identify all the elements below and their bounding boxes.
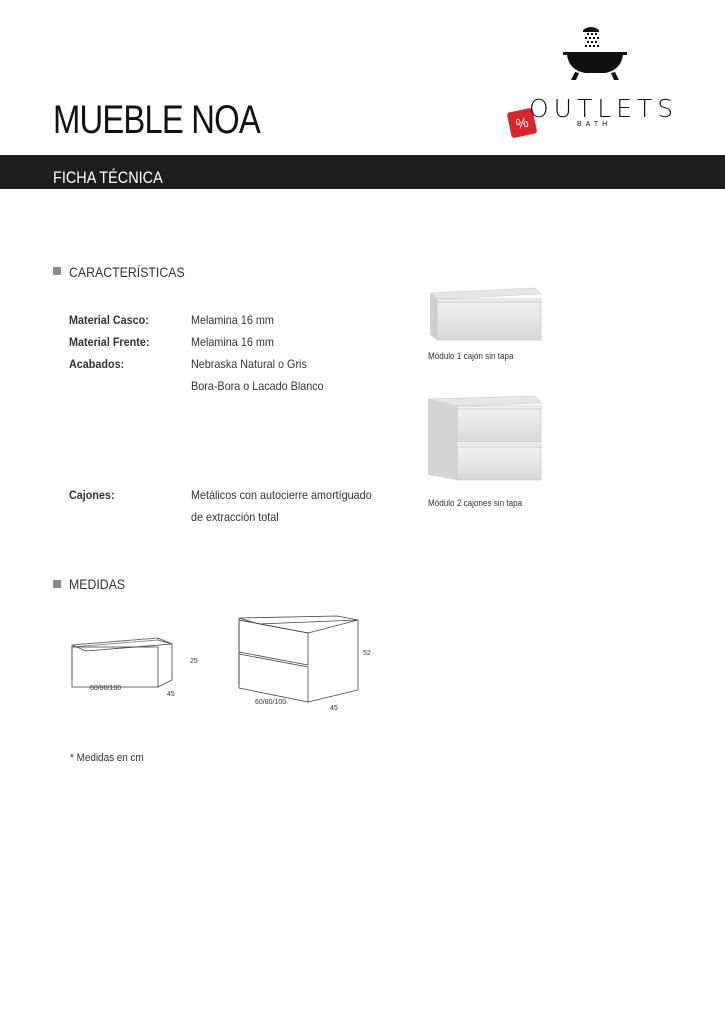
product-image-1-drawer <box>425 285 545 345</box>
dim-depth: 45 <box>167 691 175 698</box>
badge-label: % <box>514 113 530 133</box>
image-caption: Módulo 1 cajón sin tapa <box>428 351 514 361</box>
section-bullet <box>53 580 61 588</box>
logo-sub: BATH <box>577 121 612 128</box>
spec-value-cont: de extracción total <box>191 510 279 524</box>
spec-label: Material Frente: <box>69 335 150 349</box>
spec-value: Metálicos con autocierre amortíguado <box>191 488 372 502</box>
image-caption: Módulo 2 cajones sin tapa <box>428 498 523 508</box>
spec-label: Acabados: <box>69 357 125 371</box>
spec-label: Cajones: <box>69 488 115 502</box>
dimension-diagram-1 <box>60 630 210 700</box>
page-title: MUEBLE NOA <box>53 98 260 142</box>
spec-label: Material Casco: <box>69 313 149 327</box>
dim-depth: 45 <box>330 705 338 712</box>
dim-height: 52 <box>363 650 371 657</box>
dim-width: 60/80/100 <box>90 685 122 692</box>
dimension-diagram-2 <box>230 610 380 720</box>
dim-height: 25 <box>190 658 198 665</box>
logo-name: OUTLETS <box>529 94 679 123</box>
band-title: FICHA TÉCNICA <box>53 168 163 187</box>
spec-value: Melamina 16 mm <box>191 335 274 349</box>
measures-note: * Medidas en cm <box>70 752 144 764</box>
caracteristicas-heading: CARACTERÍSTICAS <box>69 264 185 280</box>
medidas-heading: MEDIDAS <box>69 576 126 592</box>
spec-value: Nebraska Natural o Gris <box>191 357 307 371</box>
brand-logo <box>505 22 679 147</box>
section-bullet <box>53 267 61 275</box>
spec-value-cont: Bora-Bora o Lacado Blanco <box>191 379 324 393</box>
spec-value: Melamina 16 mm <box>191 313 274 327</box>
product-image-2-drawers <box>425 393 545 483</box>
dim-width: 60/80/100 <box>255 699 287 706</box>
